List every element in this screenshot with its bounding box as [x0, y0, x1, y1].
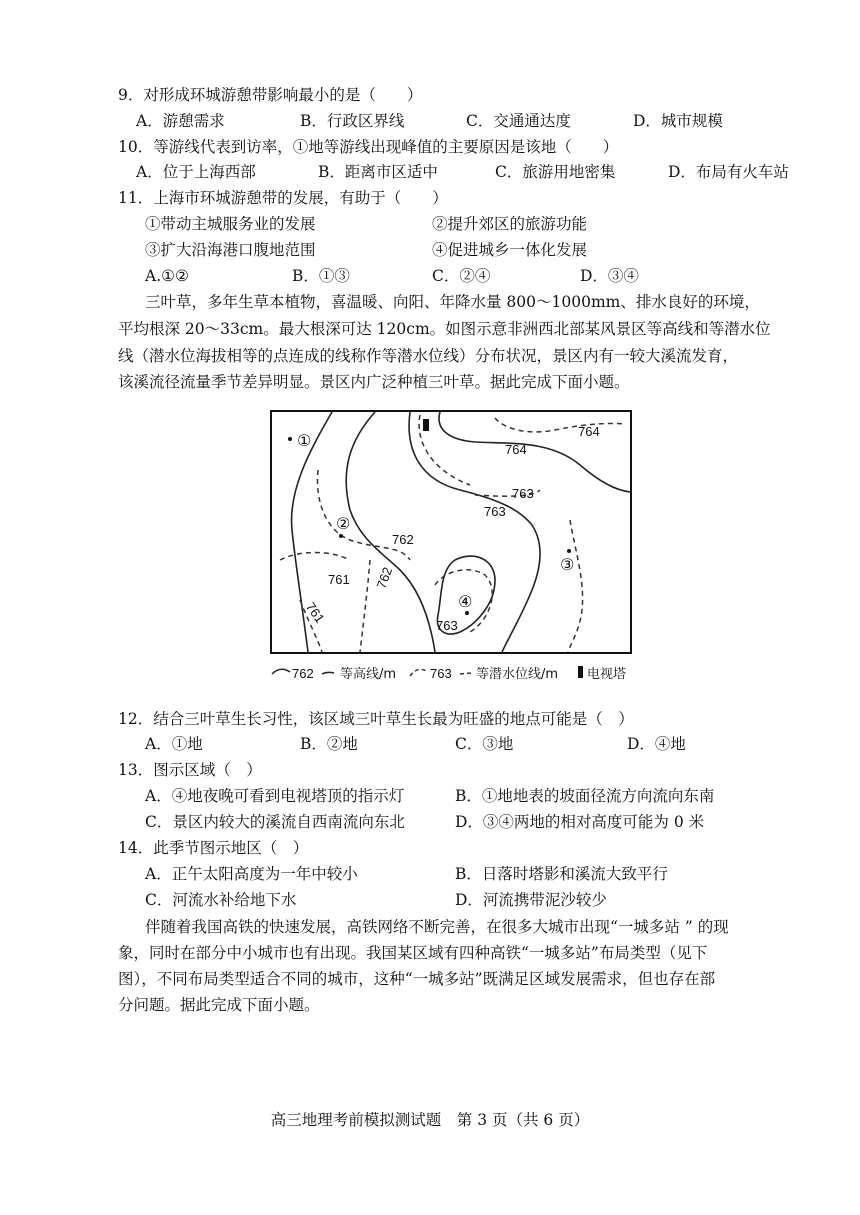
q14-stem: 14．此季节图示地区（ ）	[118, 839, 309, 857]
contour-label: 763	[436, 618, 458, 633]
passage2-line-1: 伴随着我国高铁的快速发展，高铁网络不断完善，在很多大城市出现“一城多站 ” 的现	[145, 918, 729, 936]
q12-option-d: D．④地	[627, 735, 686, 753]
contour-label: 763	[484, 504, 506, 519]
water-line-764	[495, 418, 625, 432]
contour-label: 761	[328, 572, 350, 587]
point-dot	[567, 549, 571, 553]
passage1-line-2: 平均根深 20～33cm。最大根深可达 120cm。如图示意非洲西北部某风景区等高线和等潜水位	[118, 320, 771, 338]
q12-option-c: C．③地	[455, 735, 514, 753]
q11-stem: 11．上海市环城游憩带的发展，有助于（ ）	[118, 189, 448, 207]
q10-option-d: D．布局有火车站	[668, 163, 789, 181]
passage2-line-3: 图），不同布局类型适合不同的城市，这种“一城多站”既满足区域发展需求，但也存在部	[118, 970, 716, 988]
q12-option-b: B．②地	[300, 735, 358, 753]
passage2-line-4: 分问题。据此完成下面小题。	[118, 996, 320, 1014]
q9-option-b: B．行政区界线	[300, 112, 405, 130]
q11-item-1: ①带动主城服务业的发展	[145, 215, 316, 233]
legend-contour-swatch	[322, 672, 334, 674]
contour-map-figure	[270, 410, 642, 682]
q11-option-c: C．②④	[432, 267, 491, 285]
contour-label: 762	[392, 532, 414, 547]
q9-option-a: A．游憩需求	[136, 112, 225, 130]
q10-option-b: B．距离市区适中	[318, 163, 438, 181]
q10-option-c: C．旅游用地密集	[495, 163, 616, 181]
q12-stem: 12．结合三叶草生长习性，该区域三叶草生长最为旺盛的地点可能是（ ）	[118, 710, 634, 728]
passage2-line-2: 象，同时在部分中小城市也有出现。我国某区域有四种高铁“一城多站”布局类型（见下	[118, 944, 708, 962]
q11-option-a: A.①②	[145, 267, 189, 285]
q14-option-a: A．正午太阳高度为一年中较小	[145, 865, 358, 883]
legend-contour-swatch	[272, 669, 290, 674]
legend-water-value: 763	[430, 666, 452, 681]
passage1-line-3: 线（潜水位海拔相等的点连成的线称作等潜水位线）分布状况，景区内有一较大溪流发育，	[118, 347, 739, 365]
legend-water-text: 等潜水位线/m	[476, 667, 559, 682]
page-footer: 高三地理考前模拟测试题 第 3 页（共 6 页）	[270, 1111, 590, 1129]
water-line-east	[568, 520, 583, 652]
legend-water-swatch	[410, 669, 428, 676]
contour-label: 764	[578, 424, 600, 439]
legend-tower-text: 电视塔	[587, 667, 627, 682]
q14-option-d: D．河流携带泥沙较少	[455, 891, 607, 909]
q13-option-b: B．①地地表的坡面径流方向流向东南	[455, 787, 715, 805]
q14-option-c: C．河流水补给地下水	[145, 891, 297, 909]
q11-item-4: ④促进城乡一体化发展	[432, 241, 588, 259]
q11-item-3: ③扩大沿海港口腹地范围	[145, 241, 316, 259]
q12-option-a: A．①地	[145, 735, 203, 753]
passage1-line-1: 三叶草，多年生草本植物，喜温暖、向阳、年降水量 800～1000mm、排水良好的环境，	[145, 293, 760, 311]
q13-option-d: D．③④两地的相对高度可能为 0 米	[455, 813, 705, 831]
point-label-4: ④	[458, 592, 473, 611]
tv-tower-icon	[423, 419, 429, 431]
point-label-1: ①	[297, 431, 312, 450]
q10-option-a: A．位于上海西部	[136, 163, 256, 181]
contour-label: 763	[512, 486, 534, 501]
q11-option-b: B．①③	[292, 267, 350, 285]
q9-option-d: D．城市规模	[633, 112, 723, 130]
q11-option-d: D．③④	[580, 267, 639, 285]
water-line-762-diag	[360, 560, 370, 652]
legend-contour-text: 等高线/m	[340, 667, 397, 682]
point-dot	[288, 437, 292, 441]
point-label-2: ②	[336, 514, 351, 533]
contour-line-762-center	[346, 412, 435, 652]
q9-option-c: C．交通通达度	[466, 112, 571, 130]
contour-label: 762	[373, 565, 396, 591]
q14-option-b: B．日落时塔影和溪流大致平行	[455, 865, 668, 883]
q11-item-2: ②提升郊区的旅游功能	[432, 215, 588, 233]
water-line-761	[280, 553, 350, 561]
q13-option-c: C．景区内较大的溪流自西南流向东北	[145, 813, 405, 831]
point-dot	[339, 534, 343, 538]
point-dot	[465, 611, 469, 615]
q9-stem: 9．对形成环城游憩带影响最小的是（ ）	[118, 86, 423, 104]
legend-water-swatch	[460, 673, 472, 674]
contour-label: 761	[302, 599, 328, 626]
legend-tower-icon	[578, 666, 583, 678]
contour-label: 764	[505, 442, 527, 457]
q13-stem: 13．图示区域（ ）	[118, 761, 262, 779]
q10-stem: 10．等游线代表到访率，①地等游线出现峰值的主要原因是该地（ ）	[118, 138, 619, 156]
legend-contour-value: 762	[292, 666, 314, 681]
q13-option-a: A．④地夜晚可看到电视塔顶的指示灯	[145, 787, 405, 805]
passage1-line-4: 该溪流径流量季节差异明显。景区内广泛种植三叶草。据此完成下面小题。	[118, 373, 630, 391]
point-label-3: ③	[560, 555, 575, 574]
